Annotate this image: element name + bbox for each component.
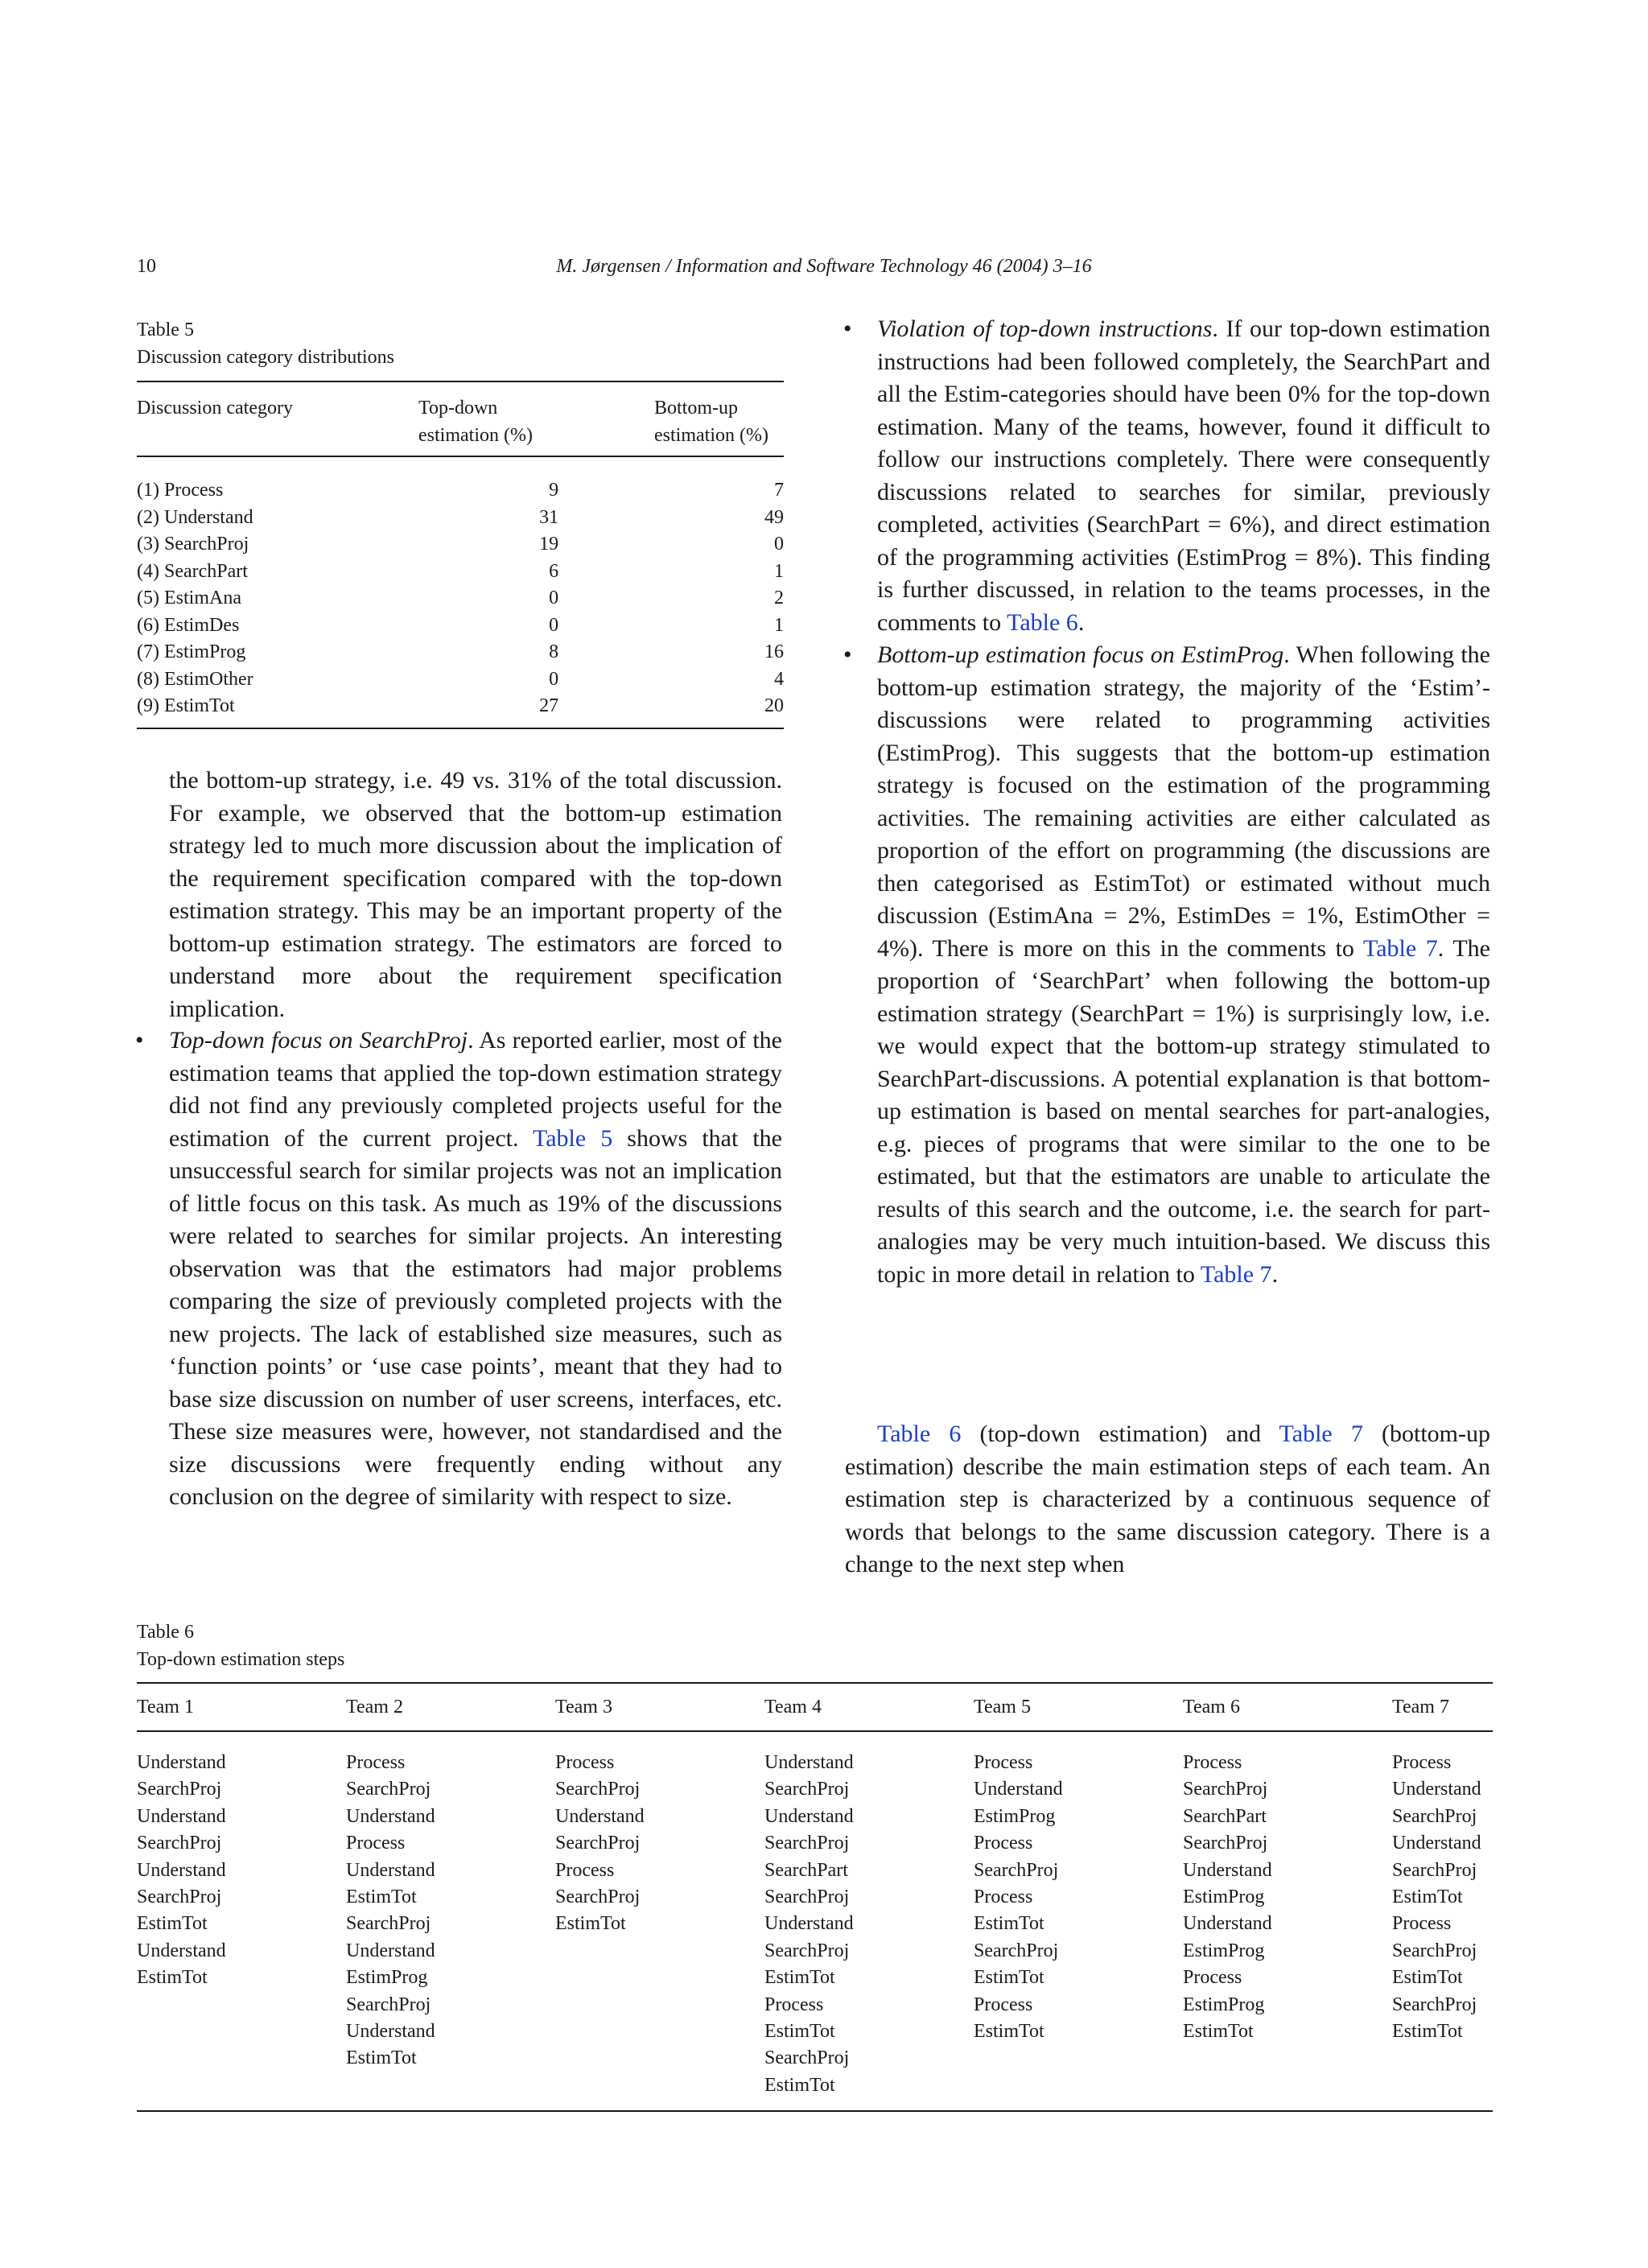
team-column [1392,1750,1585,2045]
estimation-step: EstimTot [974,1913,1044,1935]
estimation-step: EstimProg [1183,1887,1265,1908]
category-cell: (1) Process [137,480,224,501]
table5-mid-rule [137,456,784,457]
team-header: Team 3 [555,1697,612,1717]
estimation-step: SearchProj [555,1833,641,1854]
team-header: Team 4 [764,1697,822,1717]
estimation-step: EstimTot [137,1967,208,1989]
estimation-step: Process [555,1752,615,1773]
estimation-step: EstimTot [764,2074,835,2096]
estimation-step: SearchProj [764,1887,850,1908]
bullet-icon: • [843,315,852,342]
bottomup-cell: 20 [764,695,784,716]
topdown-cell: 0 [549,588,559,608]
topdown-cell: 6 [549,560,559,582]
table6-bottom-rule [137,2110,1493,2112]
right-paragraph-steps: Table 6 (top-down estimation) and Table 7 (bottom-up estimation) describe the main estimation steps of each team. An estimation step is characterized by a continuous sequence of words that belongs to the same discussion category. There is a change to the next step when [845,1421,1490,1577]
table7-link[interactable]: Table 7 [1362,934,1438,962]
estimation-step: EstimTot [1392,1887,1463,1908]
topdown-cell: 0 [549,668,559,690]
estimation-step: EstimTot [974,1967,1044,1989]
estimation-step: SearchProj [764,1779,850,1800]
estimation-step: Understand [555,1805,645,1827]
category-cell: (2) Understand [137,506,253,528]
table5-body [137,477,784,720]
table5-header-category: Discussion category [137,398,293,419]
estimation-step: Understand [764,1913,854,1935]
bottomup-cell: 49 [764,506,784,528]
estimation-step: Process [1392,1752,1452,1773]
bullet-bottomup-focus: • Bottom-up estimation focus on EstimProg. When following the bottom-up estimation strategy, the majority of the ‘Estim’-discussions were related to programming activities (EstimProg). This suggests that the bottom-up estimation strategy is focused on the estimation of the programming activities. The remaining activities are either calculated as proportion of the effort on programming (the discussions are then categorised as EstimTot) or estimated without much discussion (EstimAna = 2%, EstimDes = 1%, EstimOther = 4%). There is more on this in the comments to Table 7. The proportion of ‘SearchPart’ when following the bottom-up estimation strategy (SearchPart = 1%) is surprisingly low, i.e. we would expect that the bottom-up strategy stimulated to SearchPart-discussions. A potential explanation is that bottom-up estimation is based on mental searches for part-analogies, e.g. pieces of programs that were similar to the one to be estimated, but that the estimators are unable to articulate the results of this search and the outcome, i.e. the search for part-analogies may be very much intuition-based. We discuss this topic in more detail in relation to Table 7. [845,639,1490,1291]
table5-caption: Discussion category distributions [137,347,394,368]
team-header: Team 2 [346,1697,403,1717]
category-cell: (6) EstimDes [137,614,240,636]
estimation-step: SearchProj [346,1994,431,2015]
estimation-step: Process [764,1994,824,2015]
estimation-step: Process [974,1833,1033,1854]
team-column [974,1750,1167,2045]
table5-row [137,585,784,612]
bullet-topdown-focus: • Top-down focus on SearchProj. As reported earlier, most of the estimation teams that applied the top-down estimation strategy did not find any previously completed projects useful for the estimation of the current project. Table 5 shows that the unsuccessful search for similar projects was not an implication of little focus on this task. As much as 19% of the discussions were related to searches for similar projects. An interesting observation was that the estimators had major problems comparing the size of previously completed projects with the new projects. The lack of established size measures, such as ‘function points’ or ‘use case points’, meant that they had to base size discussion on number of user screens, interfaces, etc. These size measures were, however, not standardised and the size discussions were frequently ending without any conclusion on the degree of similarity with respect to size. [137,1025,782,1514]
estimation-step: SearchProj [137,1887,222,1908]
table5-link[interactable]: Table 5 [533,1124,613,1152]
estimation-step: SearchPart [764,1859,848,1881]
estimation-step: Understand [1183,1859,1272,1881]
estimation-step: SearchProj [974,1859,1059,1881]
team-column [555,1750,748,1938]
estimation-step: EstimTot [974,2021,1044,2043]
left-bullet-list [137,1025,782,1514]
estimation-step: EstimProg [974,1805,1056,1827]
table5-row [137,531,784,559]
estimation-step: EstimTot [346,2047,417,2069]
estimation-step: EstimTot [764,2021,835,2043]
table5-header-topdown: Top-down estimation (%) [418,398,533,446]
estimation-step: SearchPart [1183,1805,1267,1827]
category-cell: (9) EstimTot [137,695,235,716]
estimation-step: SearchProj [1392,1940,1477,1961]
table5-bottom-rule [137,728,784,729]
estimation-step: Process [974,1887,1033,1908]
estimation-step: SearchProj [346,1779,431,1800]
bottomup-cell: 0 [774,534,784,555]
left-continuation-paragraph: the bottom-up strategy, i.e. 49 vs. 31% of the total discussion. For example, we observed that the bottom-up estimation strategy led to much more discussion about the implication of the requirement specification compared with the top-down estimation strategy. This may be an important property of the bottom-up estimation strategy. The estimators are forced to understand more about the requirement specification implication. [169,767,782,1022]
topdown-cell: 27 [539,695,559,716]
category-cell: (4) SearchPart [137,560,248,582]
estimation-step: Understand [346,2021,435,2043]
category-cell: (7) EstimProg [137,641,246,662]
estimation-step: Understand [1392,1833,1481,1854]
table5-row [137,559,784,586]
estimation-step: Process [974,1994,1033,2015]
estimation-step: Process [1392,1913,1452,1935]
table6-top-rule [137,1682,1493,1684]
table5-label: Table 5 [137,320,194,340]
team-column [764,1750,958,2099]
estimation-step: SearchProj [974,1940,1059,1961]
category-cell: (8) EstimOther [137,668,253,690]
estimation-step: EstimTot [1183,2021,1254,2043]
estimation-step: Understand [137,1805,226,1827]
bottomup-cell: 2 [774,588,784,608]
bottomup-cell: 1 [774,614,784,636]
estimation-step: Understand [1183,1913,1272,1935]
category-cell: (3) SearchProj [137,534,249,555]
topdown-cell: 8 [549,641,559,662]
table6-caption: Top-down estimation steps [137,1649,345,1670]
team-header: Team 7 [1392,1697,1449,1717]
estimation-step: SearchProj [764,1940,850,1961]
category-cell: (5) EstimAna [137,588,241,608]
table6-link[interactable]: Table 6 [1007,608,1078,636]
estimation-step: Understand [346,1940,435,1961]
estimation-step: SearchProj [764,1833,850,1854]
bullet-icon: • [843,641,852,668]
estimation-step: Understand [137,1752,226,1773]
estimation-step: Understand [137,1940,226,1961]
topdown-cell: 9 [549,480,559,501]
table5-row [137,477,784,505]
team-header: Team 6 [1183,1697,1240,1717]
team-column [346,1750,539,2072]
estimation-step: EstimProg [346,1967,428,1989]
estimation-step: Process [555,1859,615,1881]
estimation-step: Process [1183,1752,1242,1773]
estimation-step: Understand [974,1779,1063,1800]
estimation-step: Process [974,1752,1033,1773]
topdown-cell: 31 [539,506,559,528]
estimation-step: EstimProg [1183,1994,1265,2015]
table6-mid-rule [137,1730,1493,1732]
team-header: Team 1 [137,1697,194,1717]
table5-row [137,693,784,720]
bottomup-cell: 16 [764,641,784,662]
team-column [137,1750,330,1992]
topdown-cell: 19 [539,534,559,555]
table5-row [137,612,784,640]
table6-link[interactable]: Table 6 [877,1421,962,1447]
page-number: 10 [137,256,156,277]
estimation-step: SearchProj [1392,1994,1477,2015]
table5-row [137,639,784,666]
estimation-step: EstimTot [764,1967,835,1989]
estimation-step: Understand [346,1805,435,1827]
table6-label: Table 6 [137,1622,194,1643]
table5-header-bottomup: Bottom-up estimation (%) [654,398,768,446]
table6-header-row [137,1693,1493,1721]
estimation-step: SearchProj [346,1913,431,1935]
estimation-step: EstimTot [1392,1967,1463,1989]
estimation-step: Understand [764,1805,854,1827]
estimation-step: SearchProj [1183,1833,1268,1854]
estimation-step: SearchProj [1183,1779,1268,1800]
table7-link[interactable]: Table 7 [1200,1260,1272,1288]
team-column [1183,1750,1376,2045]
table5-row [137,505,784,532]
estimation-step: Process [346,1833,406,1854]
estimation-step: SearchProj [555,1887,641,1908]
estimation-step: EstimTot [346,1887,417,1908]
estimation-step: Process [1183,1967,1242,1989]
estimation-step: SearchProj [1392,1859,1477,1881]
estimation-step: Understand [137,1859,226,1881]
estimation-step: SearchProj [555,1779,641,1800]
estimation-step: Understand [346,1859,435,1881]
estimation-step: SearchProj [137,1779,222,1800]
topdown-cell: 0 [549,614,559,636]
estimation-step: SearchProj [764,2047,850,2069]
bullet-violation-instructions: • Violation of top-down instructions. If our top-down estimation instructions had been followed completely, the SearchPart and all the Estim-categories should have been 0% for the top-down estimation. Many of the teams, however, found it difficult to follow our instructions completely. There were consequently discussions related to searches for similar, previously completed, activities (SearchPart = 6%), and direct estimation of the programming activities (EstimProg = 8%). This finding is further discussed, in relation to the teams processes, in the comments to Table 6. [845,313,1490,639]
running-header: M. Jørgensen / Information and Software Technology 46 (2004) 3–16 [556,256,1092,277]
team-header: Team 5 [974,1697,1031,1717]
bottomup-cell: 4 [774,668,784,690]
table5-row [137,666,784,694]
estimation-step: EstimTot [1392,2021,1463,2043]
estimation-step: SearchProj [137,1833,222,1854]
right-bullet-list [845,313,1490,1291]
bottomup-cell: 1 [774,560,784,582]
estimation-step: Understand [1392,1779,1481,1800]
bullet-icon: • [135,1027,144,1054]
estimation-step: SearchProj [1392,1805,1477,1827]
estimation-step: Process [346,1752,406,1773]
bottomup-cell: 7 [774,480,784,501]
estimation-step: EstimProg [1183,1940,1265,1961]
estimation-step: EstimTot [137,1913,208,1935]
estimation-step: Understand [764,1752,854,1773]
table7-link[interactable]: Table 7 [1279,1421,1363,1447]
table5-top-rule [137,381,784,382]
estimation-step: EstimTot [555,1913,626,1935]
